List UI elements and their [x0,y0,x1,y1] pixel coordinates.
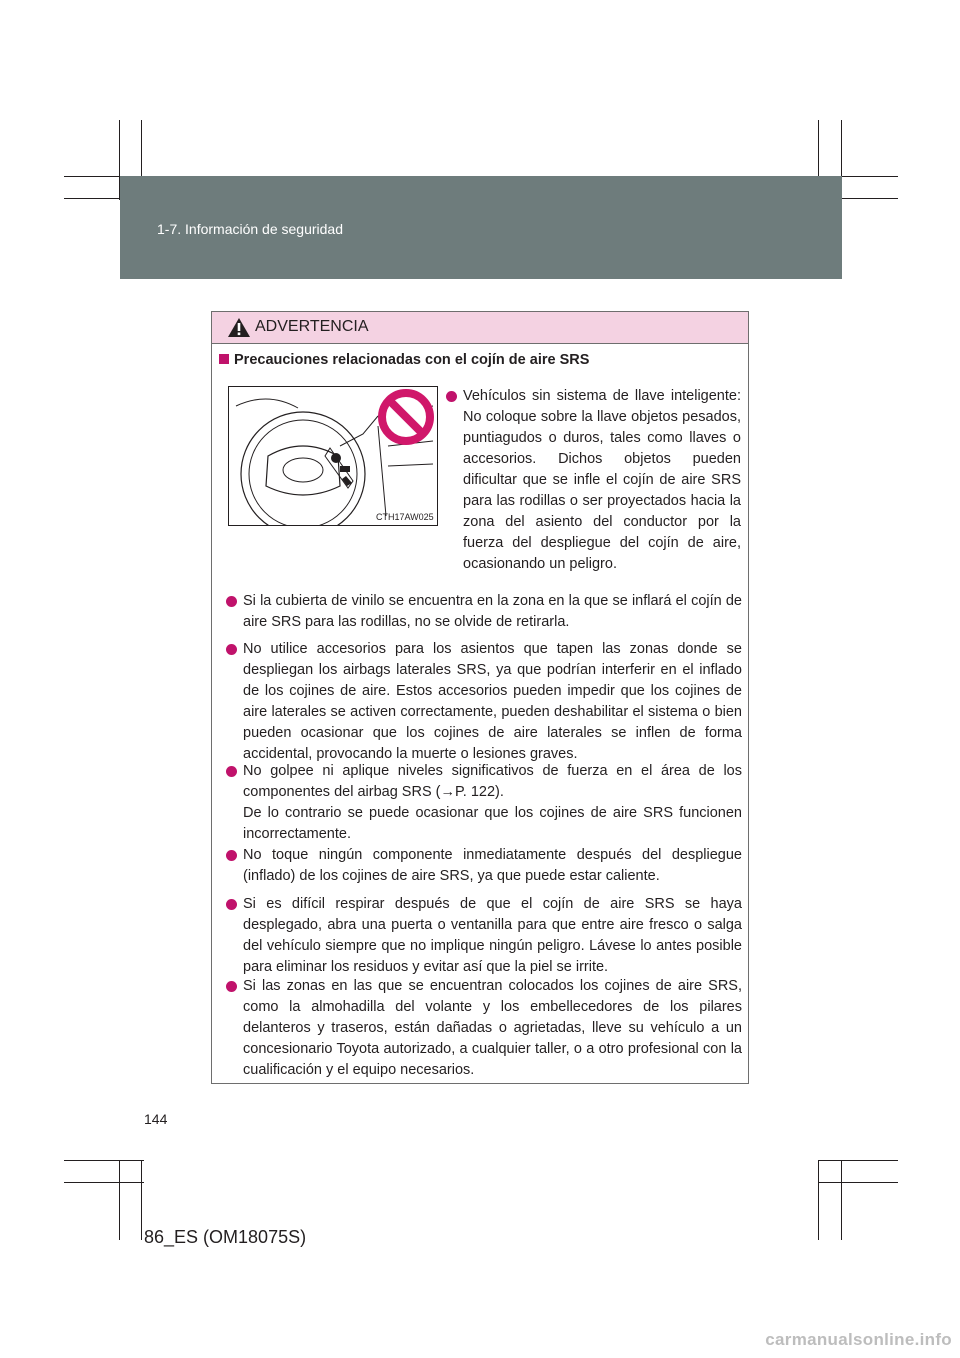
warning-item [243,845,742,887]
section-title: 1-7. Información de seguridad [157,221,343,237]
warning-item-text: Si las zonas en las que se encuentran colocados los cojines de aire SRS, como la almohadilla del volante y los embellecedores de los pilares delanteros y traseros, están dañadas o agrietadas, lleve su vehículo a un concesionario Toyota autorizado, a cualquier taller, o a otro profesional con la cualificación y el equipo necesarios. [243,978,742,1078]
warning-triangle-icon [227,317,251,338]
page-number: 144 [144,1111,168,1127]
bullet-dot-icon [226,899,237,910]
warning-item-text: De lo contrario se puede ocasionar que los cojines de aire SRS funcionen incorrectamente. [243,805,742,842]
warning-item [463,386,741,575]
warning-header [212,312,748,344]
crop-mark [119,1160,120,1240]
warning-label: ADVERTENCIA [255,318,369,335]
warning-item [243,976,742,1081]
warning-item [243,591,742,633]
bullet-dot-icon [446,391,457,402]
crop-mark [818,1160,819,1240]
warning-item-text: No utilice accesorios para los asientos que tapen las zonas donde se despliegan los airbags laterales SRS, ya que podrían interferir en el inflado de los cojines de aire. Estos accesorios pueden impedir que los cojines de aire laterales se activen correctamente, pueden deshabilitar el sistema o bien pueden ocasionar que los cojines de aire laterales se inflen de forma accidental, provocando la muerte o lesiones graves. [243,641,742,762]
crop-mark [818,1182,898,1183]
document-code: 86_ES (OM18075S) [144,1227,307,1247]
bullet-dot-icon [226,850,237,861]
prohibition-icon [382,393,430,441]
warning-subheading [219,352,589,368]
warning-item-text: No toque ningún componente inmediatamente después del despliegue (inflado) de los cojines de aire SRS, ya que puede estar caliente. [243,847,742,884]
crop-mark [64,1182,144,1183]
section-header-band [120,176,842,279]
crop-mark [841,1160,842,1240]
warning-item [243,639,742,765]
crop-mark [818,1160,898,1161]
bullet-dot-icon [226,644,237,655]
illustration-code: CTH17AW025 [376,512,434,522]
warning-item-text: Vehículos sin sistema de llave inteligente: No coloque sobre la llave objetos pesados, puntiagudos o duros, tales como llaves o accesorios. Dichos objetos pueden dificultar que se infle el cojín de aire SRS para las rodillas o ser proyectados hacia la zona del asiento del conductor por la fuerza del despliegue del cojín de aire, ocasionando un peligro. [463,388,741,572]
crop-mark [64,1160,144,1161]
watermark: carmanualsonline.info [765,1330,952,1349]
warning-item [243,894,742,978]
warning-item-text: Si la cubierta de vinilo se encuentra en la zona en la que se inflará el cojín de aire SRS para las rodillas, no se olvide de retirarla. [243,593,742,630]
warning-item [243,761,742,845]
bullet-dot-icon [226,766,237,777]
crop-mark [141,1160,142,1240]
warning-box [211,311,749,1084]
warning-item-text: Si es difícil respirar después de que el cojín de aire SRS se haya desplegado, abra una puerta o ventanilla para que entre aire fresco o salga del vehículo siempre que no implique ningún peligro. Lávese lo antes posible para eliminar los residuos y evitar así que la piel se irrite. [243,896,742,975]
bullet-dot-icon [226,596,237,607]
square-bullet-icon [219,354,229,364]
steering-wheel-illustration [228,386,438,526]
warning-item-text: No golpee ni aplique niveles significativos de fuerza en el área de los componentes del airbag SRS (→P. 122). [243,763,742,800]
warning-subheading-text: Precauciones relacionadas con el cojín de aire SRS [234,352,590,368]
bullet-dot-icon [226,981,237,992]
